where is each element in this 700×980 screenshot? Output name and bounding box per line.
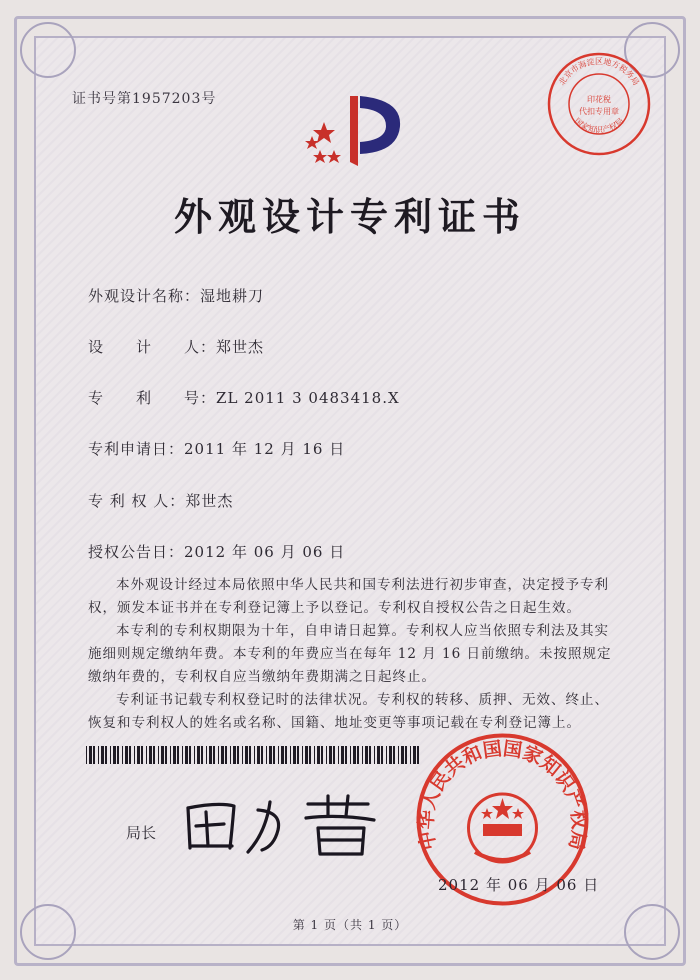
body-paragraph: 本专利的专利权期限为十年，自申请日起算。专利权人应当依照专利法及其实施细则规定缴纳年费。本专利的年费应当在每年 12 月 16 日前缴纳。未按照规定缴纳年费的，专利权自应当缴纳年费期满之日起终止。 xyxy=(88,623,612,685)
certificate-body xyxy=(88,574,618,735)
tax-stamp-line2: 代扣专用章 xyxy=(579,107,619,116)
field-label: 外观设计名称： xyxy=(88,287,201,305)
svg-text:北京市海淀区地方税务局 xyxy=(556,56,640,87)
svg-text:国家知识产权局 xyxy=(573,116,626,134)
director-signature xyxy=(178,790,388,860)
seal-date: 2012 年 06 月 06 日 xyxy=(438,876,600,894)
field-designer xyxy=(88,336,264,357)
tax-stamp xyxy=(545,50,653,158)
seal-text: 中华人民共和国国家知识产权局 xyxy=(415,737,590,852)
barcode xyxy=(86,746,420,764)
certificate-number: 证书号第1957203号 xyxy=(72,91,217,107)
field-label: 专利申请日： xyxy=(88,440,185,458)
field-value: 郑世杰 xyxy=(216,338,265,356)
certificate-title: 外观设计专利证书 xyxy=(173,194,526,239)
field-value: 2012 年 06 月 06 日 xyxy=(184,543,346,561)
field-value: 湿地耕刀 xyxy=(200,287,265,305)
tax-stamp-text: 北京市海淀区地方税务局 xyxy=(557,57,641,87)
field-label: 设 计 人： xyxy=(88,338,217,356)
patent-office-logo xyxy=(300,92,410,172)
body-paragraph: 本外观设计经过本局依照中华人民共和国专利法进行初步审查，决定授予专利权，颁发本证书并在专利登记簿上予以登记。专利权自授权公告之日起生效。 xyxy=(88,577,609,616)
field-value: ZL 2011 3 0483418.X xyxy=(216,389,400,407)
field-grant-date xyxy=(88,541,345,562)
field-value: 郑世杰 xyxy=(185,492,234,510)
body-paragraph: 专利证书记载专利权登记时的法律状况。专利权的转移、质押、无效、终止、恢复和专利权人的姓名或名称、国籍、地址变更等事项记载在专利登记簿上。 xyxy=(88,692,609,731)
director-label: 局长 xyxy=(126,824,157,842)
field-value: 2011 年 12 月 16 日 xyxy=(184,440,346,458)
field-design-name xyxy=(88,285,264,306)
tax-stamp-bottom-text: 国家知识产权局 xyxy=(572,116,626,135)
page-number: 第 1 页（共 1 页） xyxy=(292,918,408,932)
field-patent-number xyxy=(88,387,400,408)
corner-ornament xyxy=(20,22,76,78)
field-label: 授权公告日： xyxy=(88,543,185,561)
tax-stamp-line1: 印花税 xyxy=(587,95,611,104)
field-label: 专 利 号： xyxy=(88,389,217,407)
field-patentee xyxy=(88,490,233,511)
field-application-date xyxy=(88,438,345,459)
field-label: 专 利 权 人： xyxy=(88,492,186,510)
